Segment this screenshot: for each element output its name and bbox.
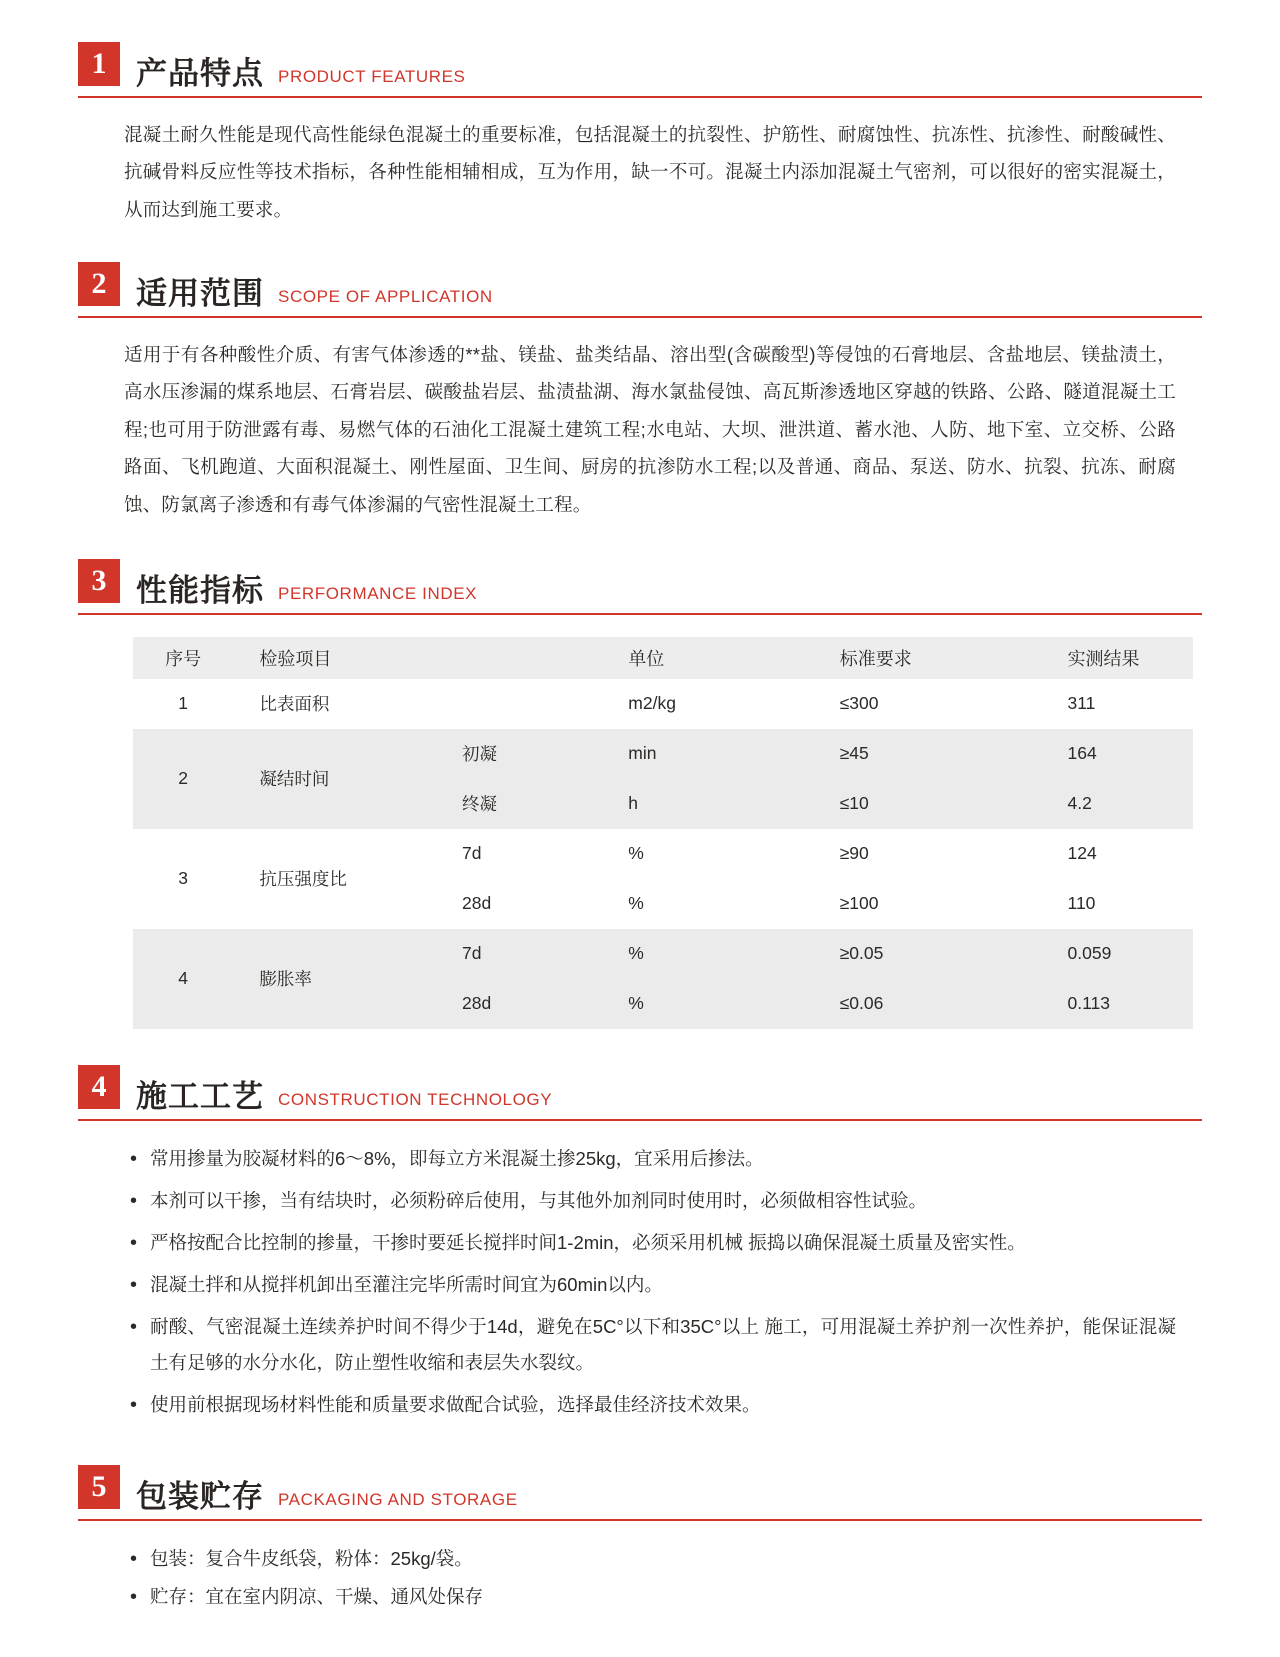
section-title-cn: 产品特点 xyxy=(136,56,264,91)
cell-unit: % xyxy=(602,829,813,879)
cell-subitem: 7d xyxy=(436,829,602,879)
list-item: • 包装：复合牛皮纸袋，粉体：25kg/袋。 xyxy=(128,1541,1176,1577)
cell-index: 3 xyxy=(133,829,233,929)
section-title-en: PRODUCT FEATURES xyxy=(278,67,466,86)
list-item: • 常用掺量为胶凝材料的6～8%，即每立方米混凝土掺25kg，宜采用后掺法。 xyxy=(128,1141,1176,1177)
list-item: • 耐酸、气密混凝土连续养护时间不得少于14d，避免在5C°以下和35C°以上 施工，可用混凝土养护剂一次性养护，能保证混凝土有足够的水分水化，防止塑性收缩和表层失水裂纹。 xyxy=(128,1309,1176,1381)
cell-subitem: 初凝 xyxy=(436,729,602,779)
cell-unit: min xyxy=(602,729,813,779)
section-header-packaging xyxy=(78,1465,1202,1513)
section-divider xyxy=(78,1519,1202,1521)
section-number-badge: 2 xyxy=(78,262,120,306)
cell-subitem: 28d xyxy=(436,879,602,929)
cell-unit: % xyxy=(602,879,813,929)
list-item: • 混凝土拌和从搅拌机卸出至灌注完毕所需时间宜为60min以内。 xyxy=(128,1267,1176,1303)
cell-standard: ≤300 xyxy=(814,679,1042,729)
cell-standard: ≤0.06 xyxy=(814,979,1042,1029)
table-row xyxy=(133,929,1193,979)
cell-standard: ≥45 xyxy=(814,729,1042,779)
section-number-badge: 4 xyxy=(78,1065,120,1109)
cell-result: 0.059 xyxy=(1042,929,1193,979)
table-row xyxy=(133,829,1193,879)
scope-paragraph: 适用于有各种酸性介质、有害气体渗透的**盐、镁盐、盐类结晶、溶出型(含碳酸型)等侵蚀的石膏地层、含盐地层、镁盐渍土，高水压渗漏的煤系地层、石膏岩层、碳酸盐岩层、盐渍盐湖、海水氯盐侵蚀、高瓦斯渗透地区穿越的铁路、公路、隧道混凝土工程;也可用于防泄露有毒、易燃气体的石油化工混凝土建筑工程;水电站、大坝、泄洪道、蓄水池、人防、地下室、立交桥、公路路面、飞机跑道、大面积混凝土、刚性屋面、卫生间、厨房的抗渗防水工程;以及普通、商品、泵送、防水、抗裂、抗冻、耐腐蚀、防氯离子渗透和有毒气体渗漏的气密性混凝土工程。 xyxy=(124,344,1176,515)
cell-unit: m2/kg xyxy=(602,679,813,729)
column-header-result: 实测结果 xyxy=(1042,637,1193,679)
column-header-item: 检验项目 xyxy=(233,637,436,679)
performance-table-wrapper xyxy=(133,637,1193,1029)
packaging-storage-list xyxy=(128,1541,1176,1615)
cell-result: 4.2 xyxy=(1042,779,1193,829)
column-header-unit: 单位 xyxy=(602,637,813,679)
section-divider xyxy=(78,96,1202,98)
cell-standard: ≤10 xyxy=(814,779,1042,829)
cell-result: 110 xyxy=(1042,879,1193,929)
section-title-cn: 性能指标 xyxy=(136,572,264,608)
section-number-badge: 3 xyxy=(78,559,120,603)
section-title-cn: 施工工艺 xyxy=(136,1078,264,1114)
list-item: • 使用前根据现场材料性能和质量要求做配合试验，选择最佳经济技术效果。 xyxy=(128,1387,1176,1423)
table-header-row xyxy=(133,637,1193,679)
table-row xyxy=(133,729,1193,779)
cell-item: 抗压强度比 xyxy=(233,829,436,929)
section-divider xyxy=(78,1119,1202,1121)
cell-standard: ≥100 xyxy=(814,879,1042,929)
cell-item: 比表面积 xyxy=(233,679,436,729)
section-title-en: CONSTRUCTION TECHNOLOGY xyxy=(278,1089,553,1109)
section-header-construction xyxy=(78,1065,1202,1113)
column-header-subitem xyxy=(436,637,602,679)
section-header-product-features xyxy=(78,42,1202,90)
cell-index: 1 xyxy=(133,679,233,729)
cell-subitem: 终凝 xyxy=(436,779,602,829)
section-header-performance xyxy=(78,559,1202,607)
cell-subitem: 28d xyxy=(436,979,602,1029)
list-item: • 贮存：宜在室内阴凉、干燥、通风处保存 xyxy=(128,1579,1176,1615)
section-number-badge: 5 xyxy=(78,1465,120,1509)
column-header-index: 序号 xyxy=(133,637,233,679)
construction-technology-list xyxy=(128,1141,1176,1423)
performance-index-table xyxy=(133,637,1193,1029)
cell-unit: % xyxy=(602,929,813,979)
section-number-badge: 1 xyxy=(78,42,120,86)
cell-result: 0.113 xyxy=(1042,979,1193,1029)
cell-unit: % xyxy=(602,979,813,1029)
cell-item: 膨胀率 xyxy=(233,929,436,1029)
cell-standard: ≥0.05 xyxy=(814,929,1042,979)
cell-unit: h xyxy=(602,779,813,829)
list-item: • 本剂可以干掺，当有结块时，必须粉碎后使用，与其他外加剂同时使用时，必须做相容性试验。 xyxy=(128,1183,1176,1219)
section-header-scope xyxy=(78,262,1202,310)
cell-standard: ≥90 xyxy=(814,829,1042,879)
list-item: • 严格按配合比控制的掺量，干掺时要延长搅拌时间1-2min，必须采用机械 振捣以确保混凝土质量及密实性。 xyxy=(128,1225,1176,1261)
cell-result: 164 xyxy=(1042,729,1193,779)
column-header-standard: 标准要求 xyxy=(814,637,1042,679)
cell-result: 311 xyxy=(1042,679,1193,729)
cell-subitem: 7d xyxy=(436,929,602,979)
product-features-paragraph: 混凝土耐久性能是现代高性能绿色混凝土的重要标准，包括混凝土的抗裂性、护筋性、耐腐蚀性、抗冻性、抗渗性、耐酸碱性、抗碱骨料反应性等技术指标，各种性能相辅相成，互为作用，缺一不可。混凝土内添加混凝土气密剂，可以很好的密实混凝土，从而达到施工要求。 xyxy=(124,124,1176,220)
cell-subitem xyxy=(436,679,602,729)
section-title-en: PERFORMANCE INDEX xyxy=(278,583,478,603)
section-title-cn: 适用范围 xyxy=(136,276,264,312)
section-title-en: SCOPE OF APPLICATION xyxy=(278,287,493,307)
cell-result: 124 xyxy=(1042,829,1193,879)
section-divider xyxy=(78,316,1202,318)
table-row xyxy=(133,679,1193,729)
section-title-cn: 包装贮存 xyxy=(136,1479,264,1515)
section-divider xyxy=(78,613,1202,615)
cell-index: 4 xyxy=(133,929,233,1029)
cell-item: 凝结时间 xyxy=(233,729,436,829)
cell-index: 2 xyxy=(133,729,233,829)
section-title-en: PACKAGING AND STORAGE xyxy=(278,1490,518,1510)
